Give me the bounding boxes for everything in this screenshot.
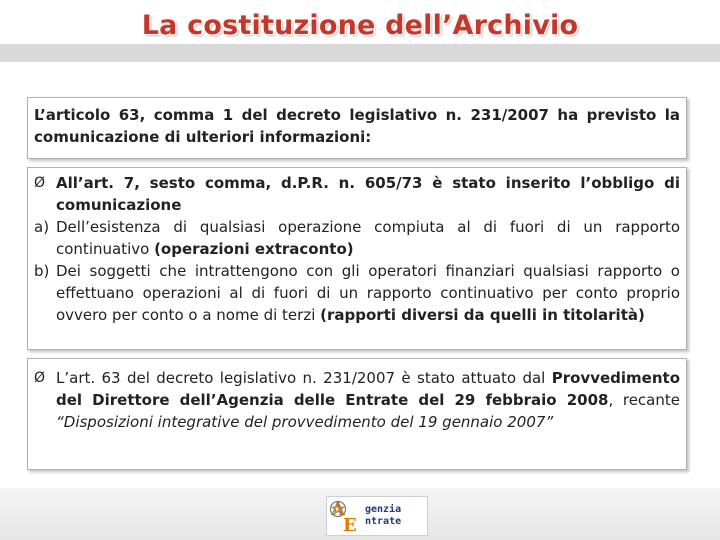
list-marker-a: a)	[34, 218, 50, 236]
implementation-italic: “Disposizioni integrative del provvedimento del 19 gennaio 2007”	[56, 413, 554, 431]
intro-box	[27, 97, 687, 159]
arrow-bullet-icon: Ø	[34, 370, 46, 386]
list-item-a-bold: (operazioni extraconto)	[154, 240, 354, 258]
details-box	[27, 167, 687, 350]
title-band	[0, 44, 720, 62]
list-item-b-text: Dei soggetti che intrattengono con gli operatori finanziari qualsiasi rapporto o effettuano operazioni al di fuori di un rapporto continuativo per conto proprio ovvero per conto o a nome di terzi	[56, 262, 680, 324]
svg-text:A: A	[331, 499, 345, 520]
arrow-bullet-icon: Ø	[34, 175, 46, 191]
logo-word-genzia: genzia	[365, 504, 402, 515]
implementation-box	[27, 358, 687, 470]
intro-text: L’articolo 63, comma 1 del decreto legislativo n. 231/2007 ha previsto la comunicazione di ulteriori informazioni:	[34, 106, 680, 146]
logo-word-ntrate: ntrate	[365, 516, 402, 527]
implementation-content	[34, 367, 680, 433]
bullet-text: All’art. 7, sesto comma, d.P.R. n. 605/73 è stato inserito l’obbligo di comunicazione	[56, 174, 680, 214]
agenzia-entrate-logo	[326, 496, 428, 536]
implementation-text-mid: , recante	[608, 391, 680, 409]
list-item-b-bold: (rapporti diversi da quelli in titolarità)	[320, 306, 645, 324]
list-item-b	[34, 260, 680, 326]
list-item-a-content	[34, 216, 680, 260]
list-item-b-content	[34, 260, 680, 326]
implementation-text-start: L’art. 63 del decreto legislativo n. 231/2007 è stato attuato dal	[56, 369, 552, 387]
republic-emblem-icon	[329, 499, 347, 519]
slide-title: La costituzione dell’Archivio	[141, 10, 579, 41]
svg-text:E: E	[343, 515, 357, 533]
implementation-bold: Provvedimento del Direttore dell’Agenzia delle Entrate del 29 febbraio 2008	[56, 369, 680, 409]
implementation-item	[34, 367, 680, 433]
list-item-a	[34, 216, 680, 260]
bullet-item	[34, 172, 680, 216]
list-item-a-text: Dell’esistenza di qualsiasi operazione compiuta al di fuori di un rapporto continuativo	[56, 218, 680, 258]
list-marker-b: b)	[34, 262, 50, 280]
